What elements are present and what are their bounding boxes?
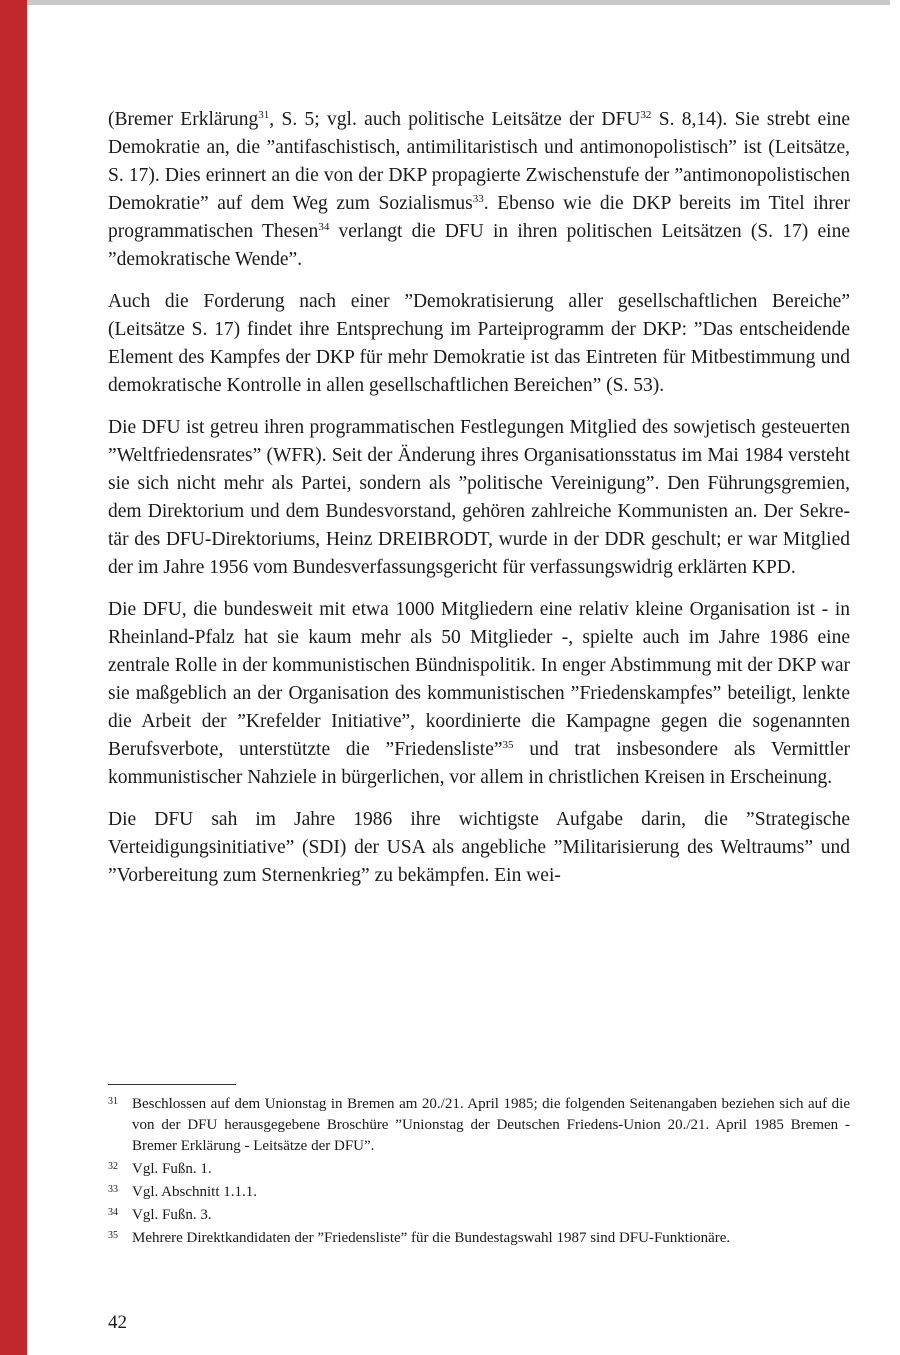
text-run: Die DFU, die bundesweit mit etwa 1000 Mitgliedern eine relativ kleine Organisation ist - in Rheinland-Pfalz hat sie kaum mehr als 50 Mitglieder -, spielte auch im Jahre 1986 eine zentrale Rolle in der kommunistischen Bündnispolitik. In enger Abstimmung mit der DKP war sie maßgeblich an der Organisation des kommunistischen ”Friedenskampfes” beteiligt, lenkte die Arbeit der ”Krefelder Initiative”, koordinierte die Kampagne gegen die sogenannten Berufsverbote, unterstützte die ”Friedensliste” xyxy=(108,599,850,760)
scan-top-edge xyxy=(0,0,890,5)
footnote-text: Vgl. Fußn. 1. xyxy=(132,1161,212,1177)
footnote-text: Vgl. Fußn. 3. xyxy=(132,1207,212,1223)
footnote-text: Beschlossen auf dem Unionstag in Bremen am 20./21. April 1985; die folgenden Seitenangaben beziehen sich auf die von der DFU herausgegebene Broschüre ”Unionstag der Deutschen Friedens-Union 20./21. April 1985 Bremen - Bremer Erklärung - Leitsätze der DFU”. xyxy=(132,1096,850,1154)
footnotes xyxy=(108,1094,850,1251)
footnote-32 xyxy=(108,1159,850,1180)
footnote-35 xyxy=(108,1228,850,1249)
paragraph-4 xyxy=(108,596,850,792)
text-run: verlangt die DFU in ihren politischen Leitsätzen (S. 17) eine ”demokratische Wende”. xyxy=(108,221,850,270)
footnote-number: 32 xyxy=(108,1161,118,1172)
main-text xyxy=(108,106,850,904)
paragraph-2 xyxy=(108,288,850,400)
paragraph-3 xyxy=(108,414,850,582)
footnote-reference: 31 xyxy=(258,109,270,121)
page-number: 42 xyxy=(108,1312,127,1333)
red-margin-bar xyxy=(0,0,27,1355)
text-run: und trat insbesondere als Vermittler kommunistischer Nahziele in bürgerlichen, vor allem in christlichen Kreisen in Erscheinung. xyxy=(108,739,850,788)
footnote-text: Mehrere Direktkandidaten der ”Friedensliste” für die Bundestagswahl 1987 sind DFU-Funktionäre. xyxy=(132,1230,731,1246)
paragraph-5 xyxy=(108,806,850,890)
paragraph-1 xyxy=(108,106,850,274)
footnote-text: Vgl. Abschnitt 1.1.1. xyxy=(132,1184,258,1200)
footnote-reference: 34 xyxy=(318,221,330,233)
footnote-number: 34 xyxy=(108,1207,118,1218)
footnote-number: 35 xyxy=(108,1230,118,1241)
footnote-reference: 35 xyxy=(502,739,514,751)
footnote-separator xyxy=(108,1084,236,1085)
text-run: Die DFU sah im Jahre 1986 ihre wichtigste Aufgabe darin, die ”Strategische Verteidigungsinitiative” (SDI) der USA als angebliche ”Militarisierung des Weltraums” und ”Vorbereitung zum Sternenkrieg” zu bekämpfen. Ein wei- xyxy=(108,809,850,886)
text-run: Die DFU ist getreu ihren programmatischen Festlegungen Mitglied des sowjetisch gesteuerten ”Weltfriedensrates” (WFR). Seit der Änderung ihres Organisationsstatus im Mai 1984 versteht sie sich nicht mehr als Partei, sondern als ”politische Vereinigung”. Den Führungsgremien, dem Direktorium und dem Bundesvorstand, gehören zahlreiche Kommunisten an. Der Sekretär des DFU-Direktoriums, Heinz DREIBRODT, wurde in der DDR geschult; er war Mitglied der im Jahre 1956 vom Bundesverfassungsgericht für verfassungswidrig erklärten KPD. xyxy=(108,417,850,578)
text-run: . Ebenso wie die DKP bereits im Titel ihrer programmatischen Thesen xyxy=(108,193,850,242)
text-run: , S. 5; vgl. auch politische Leitsätze der DFU xyxy=(269,109,641,130)
text-run: Auch die Forderung nach einer ”Demokratisierung aller gesellschaftlichen Bereiche” (Leitsätze S. 17) findet ihre Entsprechung im Parteiprogramm der DKP: ”Das entscheidende Element des Kampfes der DKP für mehr Demokratie ist das Eintreten für Mitbestimmung und demokratische Kontrolle in allen gesellschaftlichen Bereichen” (S. 53). xyxy=(108,291,850,396)
text-run: S. 8,14). Sie strebt eine Demokratie an, die ”antifaschistisch, antimilitaristisch und antimonopolistisch” ist (Leitsätze, S. 17). Dies erinnert an die von der DKP propagierte Zwischenstufe der ”antimonopolistischen Demokratie” auf dem Weg zum Sozialismus xyxy=(108,109,851,214)
footnote-31 xyxy=(108,1094,850,1157)
text-run: (Bremer Erklärung xyxy=(108,109,259,130)
footnote-number: 31 xyxy=(108,1096,118,1107)
footnote-number: 33 xyxy=(108,1184,118,1195)
footnote-34 xyxy=(108,1205,850,1226)
footnote-reference: 32 xyxy=(640,109,652,121)
footnote-33 xyxy=(108,1182,850,1203)
footnote-reference: 33 xyxy=(472,193,484,205)
